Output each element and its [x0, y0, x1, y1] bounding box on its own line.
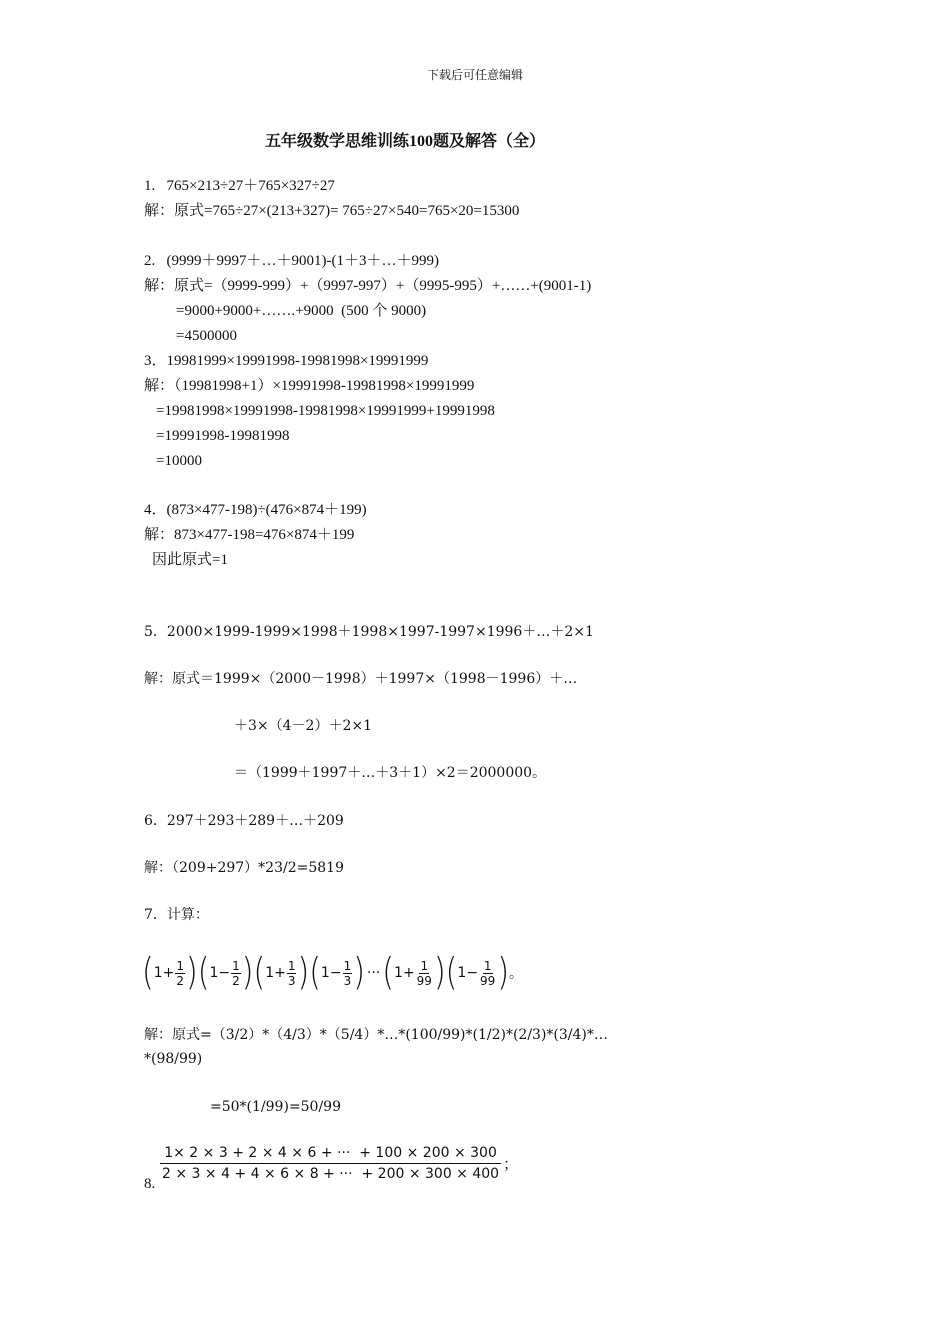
- fraction: $\frac{1}{3}$: [343, 958, 352, 988]
- q4-solution: 解：873×477-198=476×874＋199: [144, 527, 355, 543]
- right-paren: ): [241, 950, 254, 995]
- q5-problem: 5．2000×1999-1999×1998＋1998×1997-1997×1996＋…＋2×1: [144, 624, 594, 640]
- semicolon: ；: [503, 1157, 519, 1173]
- q8-label: 8.: [144, 1176, 156, 1192]
- page-title: 五年级数学思维训练100题及解答（全）: [264, 133, 545, 150]
- q2-problem: 2. (9999＋9997＋…＋9001)-(1＋3＋…＋999): [144, 253, 439, 269]
- minus-sign: −: [218, 965, 231, 981]
- q5-solution-step: ＋3×（4－2）＋2×1: [234, 718, 372, 734]
- q3-solution-step: =19981998×19991998-19981998×19991999+19991998: [156, 403, 495, 419]
- right-paren: ): [186, 950, 198, 995]
- fraction: $\frac{1}{99}$: [480, 958, 496, 988]
- q7-solution-cont: *(98/99): [144, 1051, 203, 1067]
- q3-problem: 3．19981999×19991998-19981998×19991999: [144, 353, 429, 369]
- q2-solution: 解：原式=（9999-999）+（9997-997）+（9995-995）+……+(9001-1): [144, 278, 592, 294]
- right-paren: ): [353, 950, 365, 995]
- q6-problem: 6．297＋293＋289＋…＋209: [144, 813, 344, 829]
- term-one: 1: [265, 965, 275, 981]
- fraction: $\frac{1}{2}$: [232, 958, 240, 988]
- left-paren: (: [445, 950, 458, 995]
- term-one: 1: [209, 965, 219, 981]
- q6-solution: 解：（209+297）*23/2=5819: [144, 860, 344, 876]
- term-one: 1: [153, 965, 163, 981]
- q8-denominator: 2 × 3 × 4 + 4 × 6 × 8 + ··· + 200 × 300 × 400: [162, 1166, 500, 1182]
- right-paren: ): [297, 950, 310, 995]
- left-paren: (: [382, 950, 395, 995]
- q1-solution: 解：原式=765÷27×(213+327)= 765÷27×540=765×20=15300: [144, 203, 520, 219]
- term-one: 1: [320, 965, 330, 981]
- q7-solution-result: =50*(1/99)=50/99: [210, 1099, 341, 1115]
- q3-solution-result: =10000: [156, 453, 202, 469]
- q8-fraction: [160, 1143, 501, 1184]
- plus-sign: +: [402, 965, 415, 981]
- q5-solution-result: ＝（1999＋1997＋…＋3＋1）×2＝2000000。: [234, 765, 547, 781]
- left-paren: (: [253, 950, 266, 995]
- left-paren: (: [309, 950, 321, 995]
- q7-problem: 7．计算：: [144, 907, 209, 923]
- plus-sign: +: [274, 965, 286, 981]
- left-paren: (: [142, 950, 154, 995]
- fraction: $\frac{1}{99}$: [416, 958, 432, 988]
- q8-numerator: 1× 2 × 3 + 2 × 4 × 6 + ··· + 100 × 200 × 300: [160, 1143, 501, 1164]
- q3-solution: 解：（19981998+1）×19991998-19981998×19991999: [144, 378, 475, 394]
- plus-sign: +: [162, 965, 175, 981]
- q5-solution: 解：原式＝1999×（2000－1998）＋1997×（1998－1996）＋…: [144, 671, 578, 687]
- q2-solution-result: =4500000: [176, 328, 237, 344]
- fraction: $\frac{1}{2}$: [176, 958, 185, 988]
- q3-solution-step: =19991998-19981998: [156, 428, 290, 444]
- q8-expression: [160, 1143, 518, 1184]
- right-paren: ): [497, 950, 510, 995]
- q7-expression: [142, 950, 523, 996]
- q4-problem: 4．(873×477-198)÷(476×874＋199): [144, 502, 367, 518]
- q2-solution-step: =9000+9000+…….+9000 (500 个 9000): [176, 303, 427, 319]
- term-one: 1: [457, 965, 467, 981]
- fraction: $\frac{1}{3}$: [287, 958, 296, 988]
- q1-problem: 1. 765×213÷27＋765×327÷27: [144, 178, 335, 194]
- minus-sign: −: [329, 965, 342, 981]
- ellipsis: ···: [366, 965, 381, 981]
- minus-sign: −: [466, 965, 479, 981]
- term-one: 1: [394, 965, 403, 981]
- left-paren: (: [197, 950, 210, 995]
- page-header: 下载后可任意编辑: [426, 68, 523, 82]
- q7-solution: 解：原式=（3/2）*（4/3）*（5/4）*…*(100/99)*(1/2)*(2/3)*(3/4)*…: [144, 1027, 608, 1043]
- period: 。: [509, 966, 524, 982]
- q4-solution-result: 因此原式=1: [152, 552, 228, 568]
- right-paren: ): [433, 950, 446, 995]
